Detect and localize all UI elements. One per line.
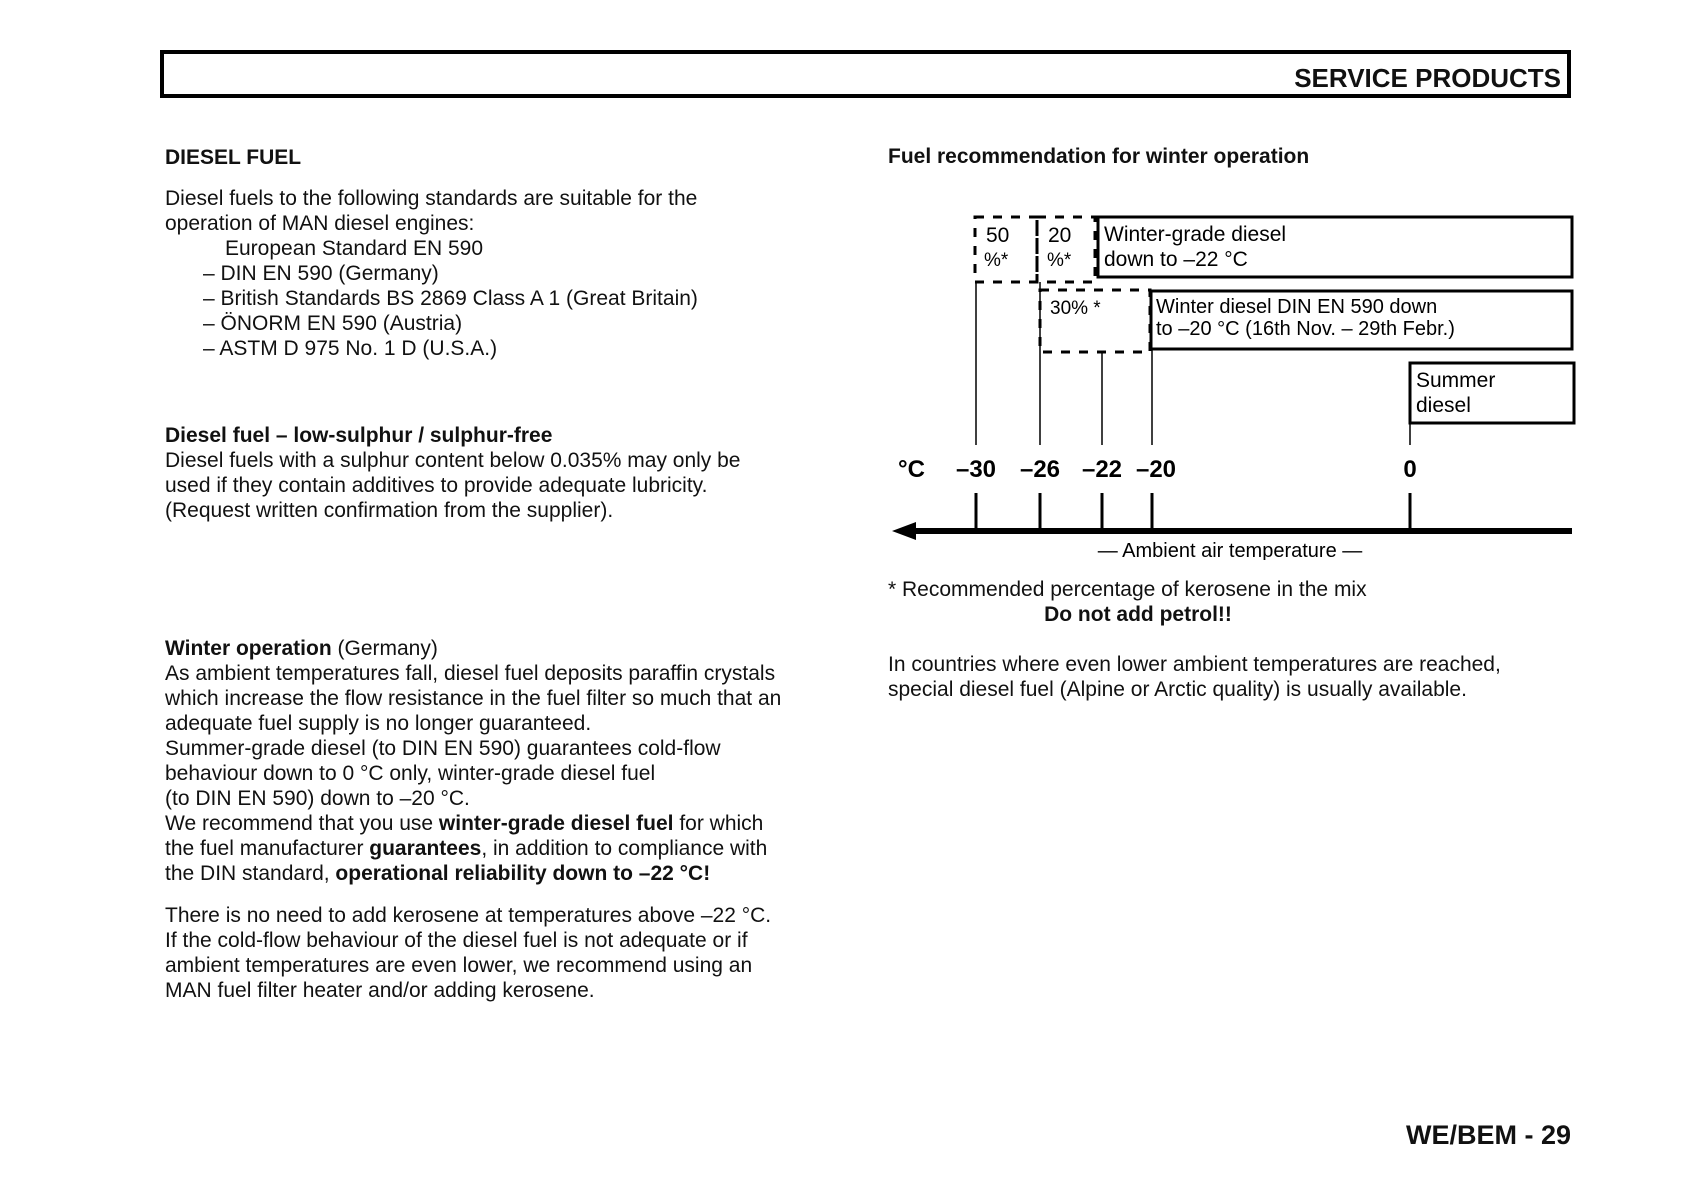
winter-line: (to DIN EN 590) down to –20 °C. — [165, 787, 470, 810]
fuel-box-line: Winter-grade diesel — [1104, 223, 1287, 246]
page-title: SERVICE PRODUCTS — [1294, 63, 1561, 93]
kerosene-line: If the cold-flow behaviour of the diesel fuel is not adequate or if — [165, 929, 748, 952]
fuel-box-line: Winter diesel DIN EN 590 down — [1156, 296, 1438, 318]
rec-text: We recommend that you use — [165, 812, 439, 835]
kerosene-unit: %* — [1047, 250, 1072, 271]
winter-heading — [165, 636, 845, 661]
axis-label: — Ambient air temperature — — [1097, 540, 1363, 560]
header-box — [160, 50, 1571, 98]
fuel-box-line: down to –22 °C — [1104, 248, 1248, 271]
fuel-box-line: diesel — [1416, 394, 1471, 417]
winter-line: As ambient temperatures fall, diesel fuel deposits paraffin crystals — [165, 662, 776, 685]
recommend-line-1 — [165, 811, 845, 836]
kerosene-unit: %* — [984, 250, 1009, 271]
rec-text: the DIN standard, — [165, 862, 336, 885]
tick-label: –26 — [1019, 456, 1061, 483]
standard-item: – ÖNORM EN 590 (Austria) — [203, 312, 463, 335]
warning: Do not add petrol!! — [1044, 603, 1232, 626]
rec-text: the fuel manufacturer — [165, 837, 370, 860]
standard-item: – DIN EN 590 (Germany) — [203, 262, 439, 285]
tick-label: –20 — [1135, 456, 1177, 483]
kerosene-pct: 50 — [986, 224, 1010, 247]
recommend-line-3 — [165, 861, 845, 886]
winter-line: adequate fuel supply is no longer guaranteed. — [165, 712, 592, 735]
winter-line: Summer-grade diesel (to DIN EN 590) guarantees cold-flow — [165, 737, 721, 760]
axis-arrow-icon — [892, 522, 916, 540]
low-sulphur-line: used if they contain additives to provide adequate lubricity. — [165, 474, 708, 497]
low-sulphur-line: Diesel fuels with a sulphur content below 0.035% may only be — [165, 449, 741, 472]
tick-label: 0 — [1403, 456, 1417, 483]
right-notes — [888, 577, 1608, 702]
fuel-box-line: Summer — [1416, 369, 1496, 392]
winter-line: behaviour down to 0 °C only, winter-grade diesel fuel — [165, 762, 656, 785]
axis-unit-label: °C — [898, 456, 925, 483]
tick-label: –22 — [1081, 456, 1123, 483]
fuel-diagram — [880, 205, 1580, 560]
intro-line-1: Diesel fuels to the following standards are suitable for the — [165, 187, 698, 210]
rec-text: for which — [673, 812, 764, 835]
tick-label: –30 — [955, 456, 997, 483]
standard-item: – ASTM D 975 No. 1 D (U.S.A.) — [203, 337, 498, 360]
kerosene-pct: 20 — [1048, 224, 1072, 247]
page-number: WE/BEM - 29 — [1405, 1120, 1571, 1150]
recommend-line-2 — [165, 836, 845, 861]
rec-bold: operational reliability down to –22 °C! — [335, 862, 711, 885]
chart-heading: Fuel recommendation for winter operation — [888, 145, 1310, 168]
winter-line: which increase the flow resistance in the fuel filter so much that an — [165, 687, 782, 710]
kerosene-pct: 30% * — [1050, 298, 1101, 319]
winter-heading-rest: (Germany) — [331, 637, 438, 660]
countries-line: In countries where even lower ambient temperatures are reached, — [888, 653, 1501, 676]
intro-line-2: operation of MAN diesel engines: — [165, 212, 475, 235]
standard-item: European Standard EN 590 — [225, 237, 484, 260]
low-sulphur-line: (Request written confirmation from the supplier). — [165, 499, 614, 522]
winter-heading-bold: Winter operation — [165, 637, 332, 660]
countries-line: special diesel fuel (Alpine or Arctic quality) is usually available. — [888, 678, 1467, 701]
kerosene-line: MAN fuel filter heater and/or adding kerosene. — [165, 979, 595, 1002]
kerosene-line: ambient temperatures are even lower, we recommend using an — [165, 954, 753, 977]
diesel-fuel-heading: DIESEL FUEL — [165, 146, 302, 169]
kerosene-line: There is no need to add kerosene at temperatures above –22 °C. — [165, 904, 772, 927]
rec-bold: winter-grade diesel fuel — [438, 812, 674, 835]
fuel-box-line: to –20 °C (16th Nov. – 29th Febr.) — [1156, 318, 1455, 340]
rec-text: , in addition to compliance with — [481, 837, 768, 860]
low-sulphur-heading: Diesel fuel – low-sulphur / sulphur-free — [165, 424, 553, 447]
rec-bold: guarantees — [369, 837, 482, 860]
footnote: * Recommended percentage of kerosene in the mix — [888, 578, 1367, 601]
standard-item: – British Standards BS 2869 Class A 1 (Great Britain) — [203, 287, 698, 310]
left-column — [165, 145, 845, 1003]
